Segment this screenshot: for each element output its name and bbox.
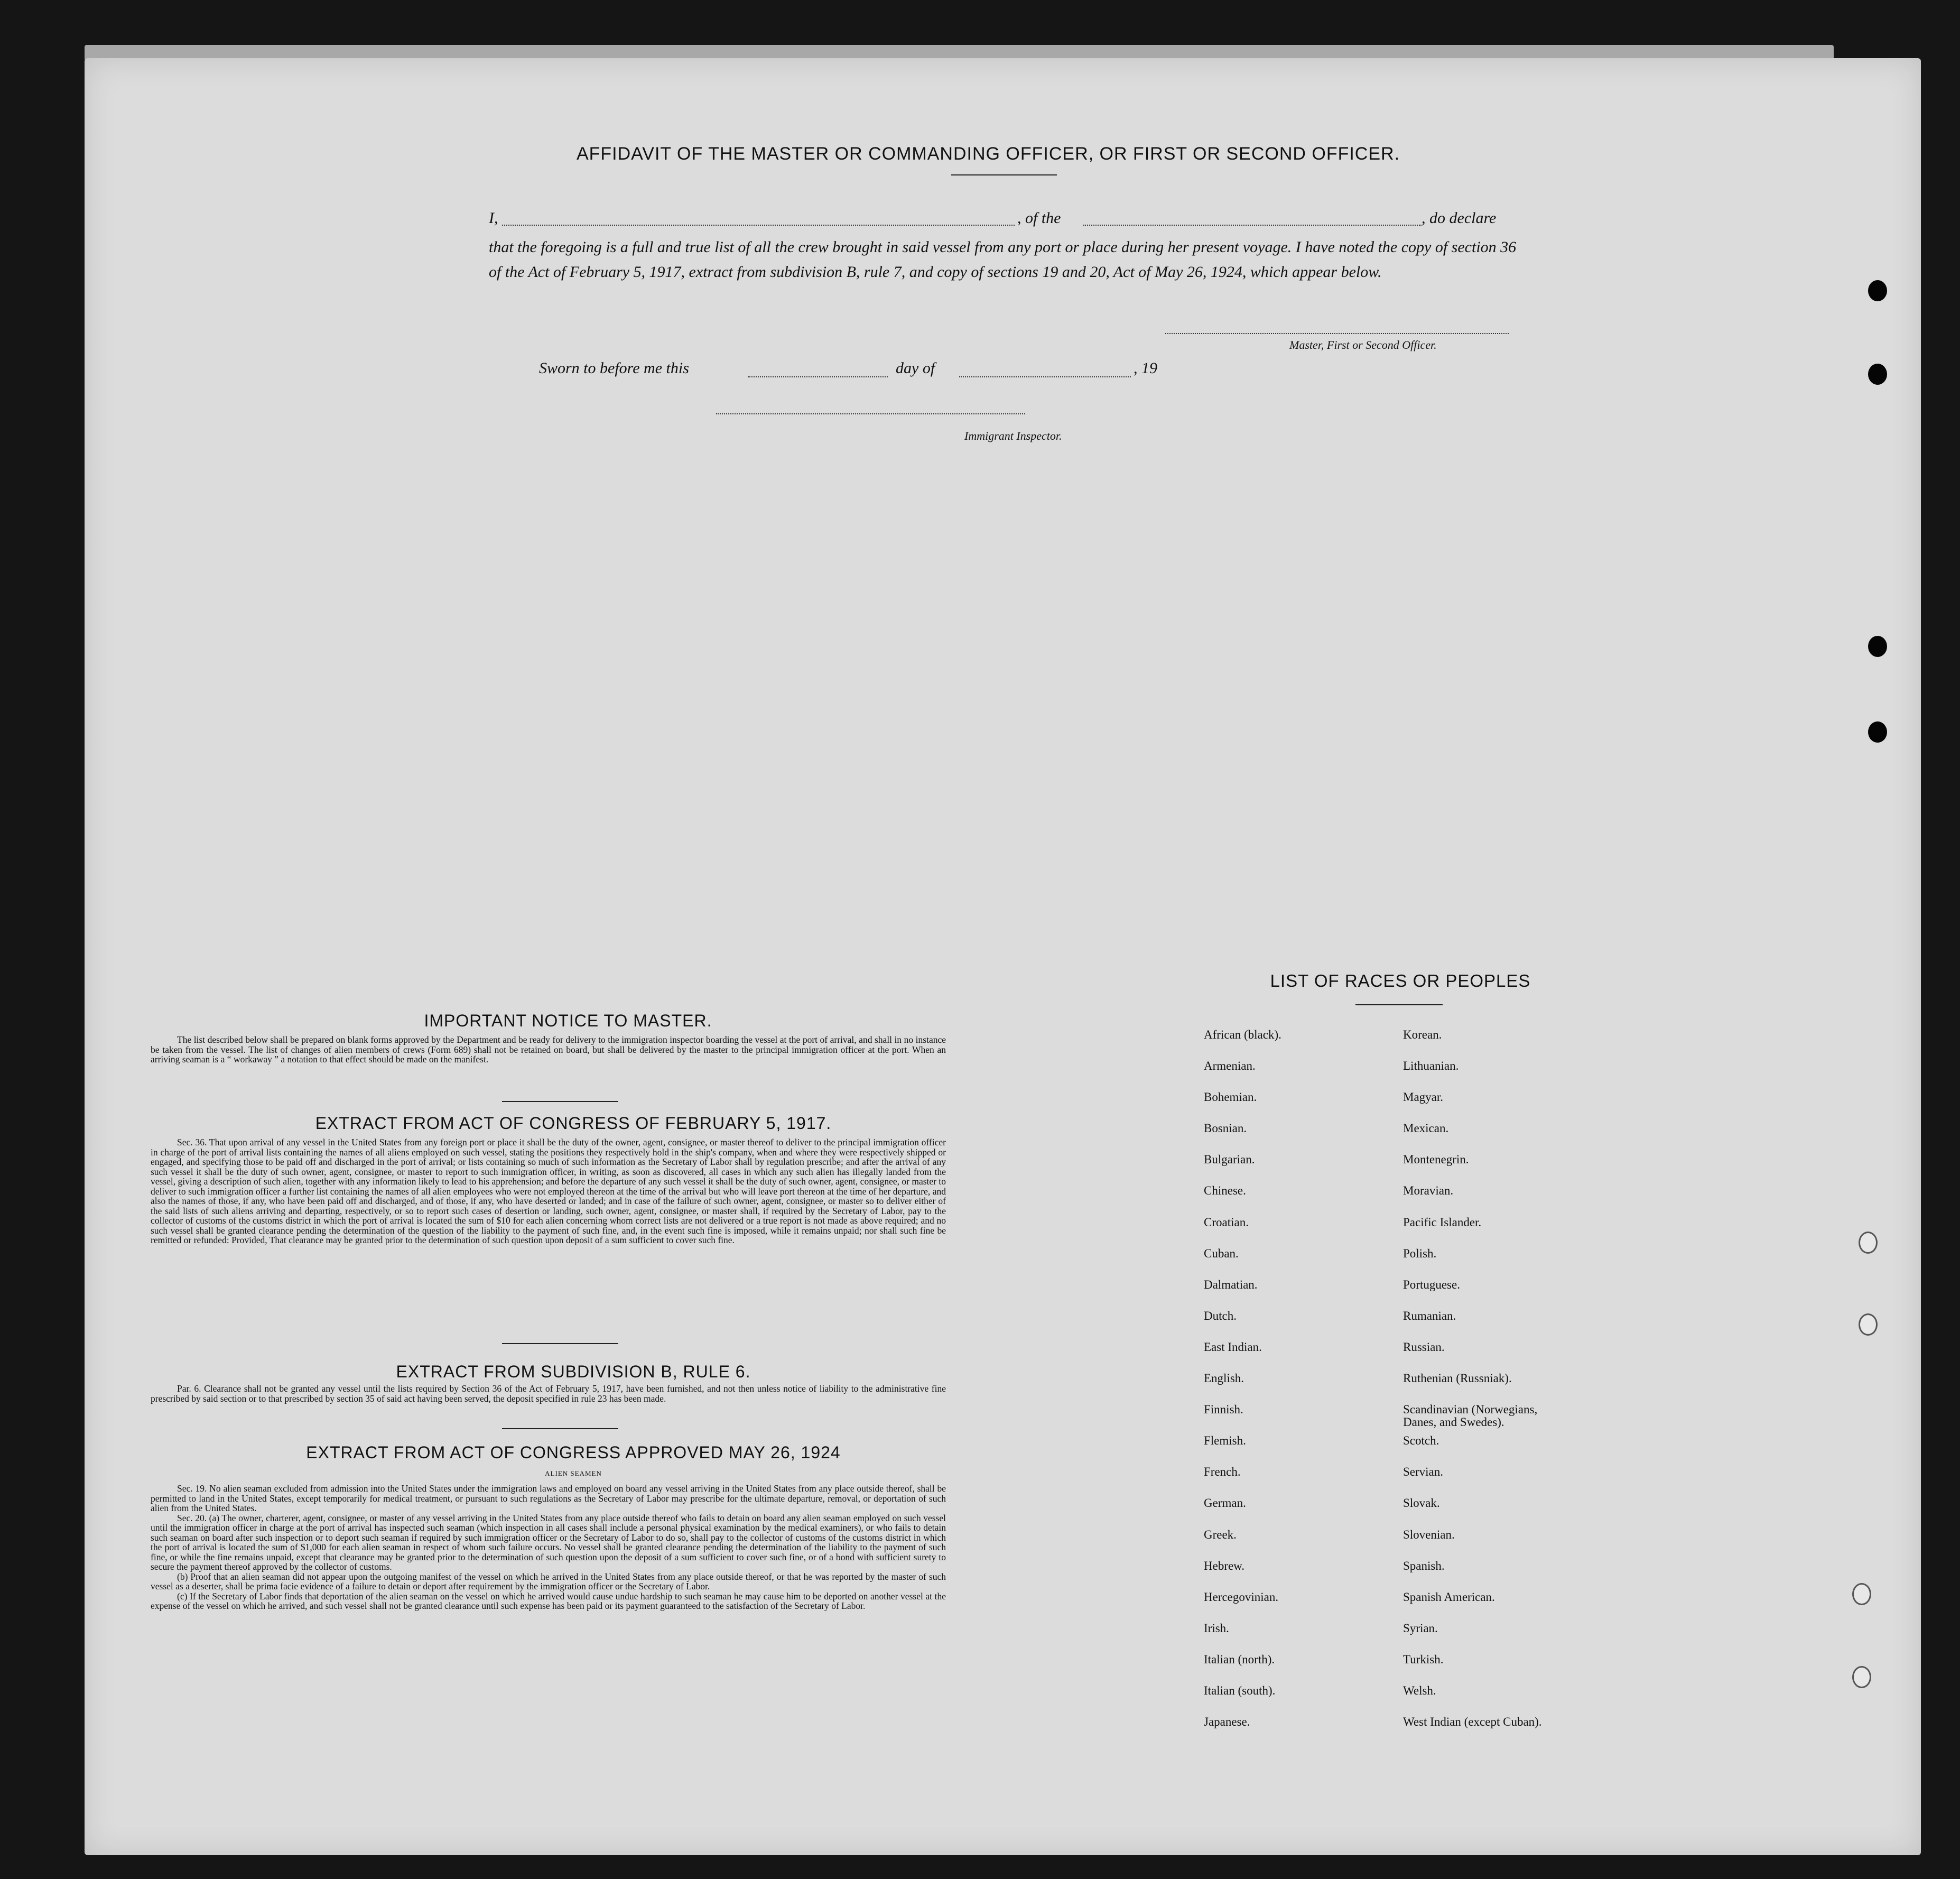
race-item: French.: [1204, 1465, 1241, 1479]
race-item: Portuguese.: [1403, 1278, 1460, 1291]
master-signature-line[interactable]: [1165, 333, 1509, 334]
race-item: Italian (north).: [1204, 1652, 1275, 1666]
extract-rule6-title: EXTRACT FROM SUBDIVISION B, RULE 6.: [396, 1362, 751, 1381]
master-signature-label: Master, First or Second Officer.: [1289, 338, 1437, 351]
race-item: West Indian (except Cuban).: [1403, 1715, 1542, 1729]
race-item: Bohemian.: [1204, 1090, 1257, 1104]
sworn-day-line[interactable]: [748, 376, 888, 377]
vessel-label: , of the: [1017, 209, 1061, 227]
sec20c-paragraph: (c) If the Secretary of Labor finds that deportation of the alien seaman on the vessel on which he arrived would cause undue hardship to such seaman he may cause him to be deported on another vessel at the expense of the vessel on which he arrived, and such vessel shall not be granted clearance until such expense has been paid or its payment guaranteed to the satisfaction of the Secretary of Labor.: [151, 1590, 946, 1611]
race-item: Welsh.: [1403, 1683, 1436, 1697]
vessel-name-line[interactable]: [1083, 225, 1422, 226]
affidavit-title: AFFIDAVIT OF THE MASTER OR COMMANDING OFFICER, OR FIRST OR SECOND OFFICER.: [576, 144, 1400, 164]
race-item: African (black).: [1204, 1028, 1281, 1041]
race-item: Irish.: [1204, 1621, 1229, 1635]
par6-text: [151, 1384, 946, 1403]
race-item: Italian (south).: [1204, 1683, 1276, 1697]
extract-1917-title: EXTRACT FROM ACT OF CONGRESS OF FEBRUARY 5, 1917.: [315, 1114, 832, 1133]
race-item: Scandinavian (Norwegians, Danes, and Swedes).: [1403, 1403, 1538, 1429]
race-item: Slovak.: [1403, 1496, 1440, 1510]
inspector-label: Immigrant Inspector.: [964, 429, 1062, 442]
race-item: Mexican.: [1403, 1122, 1449, 1135]
race-item: Polish.: [1403, 1246, 1437, 1260]
race-item: Syrian.: [1403, 1621, 1438, 1635]
inspector-signature-line[interactable]: [716, 413, 1025, 414]
affiant-label: I,: [489, 209, 498, 227]
binder-hole: [1852, 1666, 1871, 1688]
races-title: LIST OF RACES OR PEOPLES: [1270, 971, 1531, 991]
race-item: Scotch.: [1403, 1434, 1439, 1448]
par6-paragraph: Par. 6. Clearance shall not be granted any vessel until the lists required by Section 36 of the Act of February 5, 1917, have been furnished, and not then unless notice of liability to the administrative fine prescribed by said section or to that prescribed by section 35 of said act having been served, the deposit specified in rule 23 has been made.: [151, 1383, 946, 1404]
race-item: Servian.: [1403, 1465, 1444, 1479]
race-item: Hercegovinian.: [1204, 1590, 1279, 1604]
race-item: Ruthenian (Russniak).: [1403, 1372, 1512, 1385]
affidavit-body: that the foregoing is a full and true list of all the crew brought in said vessel from any port or place during her present voyage. I have noted the copy of section 36 of the Act of February 5, 1917, extract from subdivision B, rule 7, and copy of sections 19 and 20, Act of May 26, 1924, which appear below.: [489, 238, 1517, 281]
race-item: Turkish.: [1403, 1652, 1444, 1666]
section-divider: [502, 1428, 618, 1429]
races-column-1: [1204, 1029, 1281, 1747]
binder-hole: [1852, 1583, 1871, 1605]
race-item: Chinese.: [1204, 1184, 1246, 1198]
race-item: Cuban.: [1204, 1246, 1239, 1260]
race-item: Bosnian.: [1204, 1122, 1247, 1135]
sec19-paragraph: Sec. 19. No alien seaman excluded from admission into the United States under the immigration laws and employed on board any vessel arriving in the United States from any place outside thereof, shall be permitted to land in the United States, except temporarily for medical treatment, or pursuant to such regulations as the Secretary of Labor may prescribe for the ultimate departure, removal, or deportation of such alien from the United States.: [151, 1483, 946, 1513]
sworn-month-line[interactable]: [959, 376, 1131, 377]
race-item: Slovenian.: [1403, 1528, 1455, 1541]
binder-hole: [1868, 280, 1887, 301]
binder-hole: [1868, 636, 1887, 657]
race-item: Armenian.: [1204, 1059, 1256, 1073]
section-divider: [502, 1343, 618, 1344]
sec36-text: [151, 1137, 946, 1245]
title-underline: [951, 174, 1057, 175]
notice-paragraph: The list described below shall be prepared on blank forms approved by the Department and be ready for delivery to the immigration inspector boarding the vessel at the port of arrival, and shall in no instance be taken from the vessel. The list of changes of alien members of crews (Form 689) shall not be retained on board, but shall be delivered by the master to the principal immigration officer at the port. When an arriving seaman is a “ workaway ” a notation to that effect should be made on the manifest.: [151, 1034, 946, 1065]
race-item: English.: [1204, 1372, 1244, 1385]
race-item: Pacific Islander.: [1403, 1215, 1482, 1229]
race-item: East Indian.: [1204, 1340, 1262, 1354]
race-item: Lithuanian.: [1403, 1059, 1459, 1073]
race-item: Spanish American.: [1403, 1590, 1495, 1604]
race-item: Dalmatian.: [1204, 1278, 1258, 1291]
race-item: Korean.: [1403, 1028, 1442, 1041]
race-item: Japanese.: [1204, 1715, 1250, 1729]
notice-text: [151, 1035, 946, 1065]
race-item: Dutch.: [1204, 1309, 1237, 1322]
sec36-paragraph: Sec. 36. That upon arrival of any vessel in the United States from any foreign port or place it shall be the duty of the owner, agent, consignee, or master thereof to deliver to the principal immigration officer in charge of the port of arrival lists containing the names of all aliens employed on such vessel, stating the positions they respectively hold in the ship's company, when and where they were respectively shipped or engaged, and specifying those to be paid off and discharged in the port of arrival; or lists containing so much of such information as the Secretary of Labor shall by regulation prescribe; and after the arrival of any such vessel it shall be the duty of such owner, agent, consignee, or master to report to such immigration officer, in writing, as soon as discovered, all cases in which any such alien has illegally landed from the vessel, giving a description of such alien, together with any information likely to lead to his apprehension; and before the departure of any such vessel it shall be the duty of such owner, agent, consignee, or master to deliver to such immigration officer a further list containing the names of all alien employees who were not employed thereon at the time of the arrival but who will leave port thereon at the time of her departure, and also the names of those, if any, who have been paid off and discharged, and of those, if any, who have deserted or landed; and in case of the failure of such owner, agent, consignee, or master so to deliver either of the said lists of such aliens arriving and departing, respectively, or so to report such cases of desertion or landing, such owner, agent, consignee, or master shall, if required by the Secretary of Labor, pay to the collector of customs of the customs district in which the port of arrival is located the sum of $10 for each alien concerning whom correct lists are not delivered or a true report is not made as above required; and no such vessel shall be granted clearance pending the determination of the question of the liability to the payment of such fine, and, in the event such fine is imposed, while it remains unpaid; nor shall such fine be remitted or refunded: Provided, That clearance may be granted prior to the determination of such question upon deposit of a sum sufficient to cover such fine.: [151, 1137, 946, 1245]
extract-1924-title: EXTRACT FROM ACT OF CONGRESS APPROVED MAY 26, 1924: [306, 1443, 841, 1462]
alien-seamen-subhead: ALIEN SEAMEN: [545, 1469, 602, 1477]
race-item: Spanish.: [1403, 1559, 1445, 1572]
binder-hole: [1859, 1313, 1878, 1336]
sec19-20-text: [151, 1484, 946, 1611]
race-item: Croatian.: [1204, 1215, 1249, 1229]
race-item: Moravian.: [1403, 1184, 1454, 1198]
race-item: German.: [1204, 1496, 1246, 1510]
race-item: Bulgarian.: [1204, 1153, 1255, 1167]
races-column-2: [1403, 1029, 1562, 1747]
day-of-label: day of: [896, 359, 935, 377]
section-divider: [502, 1101, 618, 1102]
race-item: Rumanian.: [1403, 1309, 1456, 1322]
affiant-name-line[interactable]: [502, 225, 1015, 226]
race-item: Greek.: [1204, 1528, 1237, 1541]
race-item: Magyar.: [1403, 1090, 1444, 1104]
race-item: Hebrew.: [1204, 1559, 1245, 1572]
races-title-underline: [1355, 1004, 1443, 1005]
race-item: Montenegrin.: [1403, 1153, 1469, 1167]
race-item: Flemish.: [1204, 1434, 1246, 1448]
sworn-label: Sworn to before me this: [539, 359, 689, 377]
binder-hole: [1859, 1232, 1878, 1254]
declare-label: , do declare: [1422, 209, 1497, 227]
binder-hole: [1868, 721, 1887, 743]
notice-title: IMPORTANT NOTICE TO MASTER.: [424, 1011, 712, 1030]
sec20b-paragraph: (b) Proof that an alien seaman did not appear upon the outgoing manifest of the vessel on which he arrived in the United States from any place outside thereof, or that he was reported by the master of such vessel as a deserter, shall be prima facie evidence of a failure to detain or deport after requirement by the immigration officer or the Secretary of Labor.: [151, 1571, 946, 1591]
race-item: Finnish.: [1204, 1403, 1243, 1417]
race-item: Russian.: [1403, 1340, 1445, 1354]
year-label: , 19: [1134, 359, 1157, 377]
binder-hole: [1868, 364, 1887, 385]
sec20a-paragraph: Sec. 20. (a) The owner, charterer, agent, consignee, or master of any vessel arriving in the United States from any place outside thereof who fails to detain on board any alien seaman employed on such vessel until the immigration officer in charge at the port of arrival has inspected such seaman (which inspection in all cases shall include a personal physical examination by the medical examiners), or who fails to detain such seaman on board after such inspection or to deport such seaman if required by such immigration officer or the Secretary of Labor to do so, shall pay to the collector of customs of the customs district in which the port of arrival is located the sum of $1,000 for each alien seaman in respect of whom such failure occurs. No vessel shall be granted clearance pending the determination of the liability to the payment of such fine, or while the fine remains unpaid, except that clearance may be granted prior to the determination of such question upon the deposit of a sum sufficient to cover such fine, or of a bond with sufficient surety to secure the payment thereof approved by the collector of customs.: [151, 1512, 946, 1572]
